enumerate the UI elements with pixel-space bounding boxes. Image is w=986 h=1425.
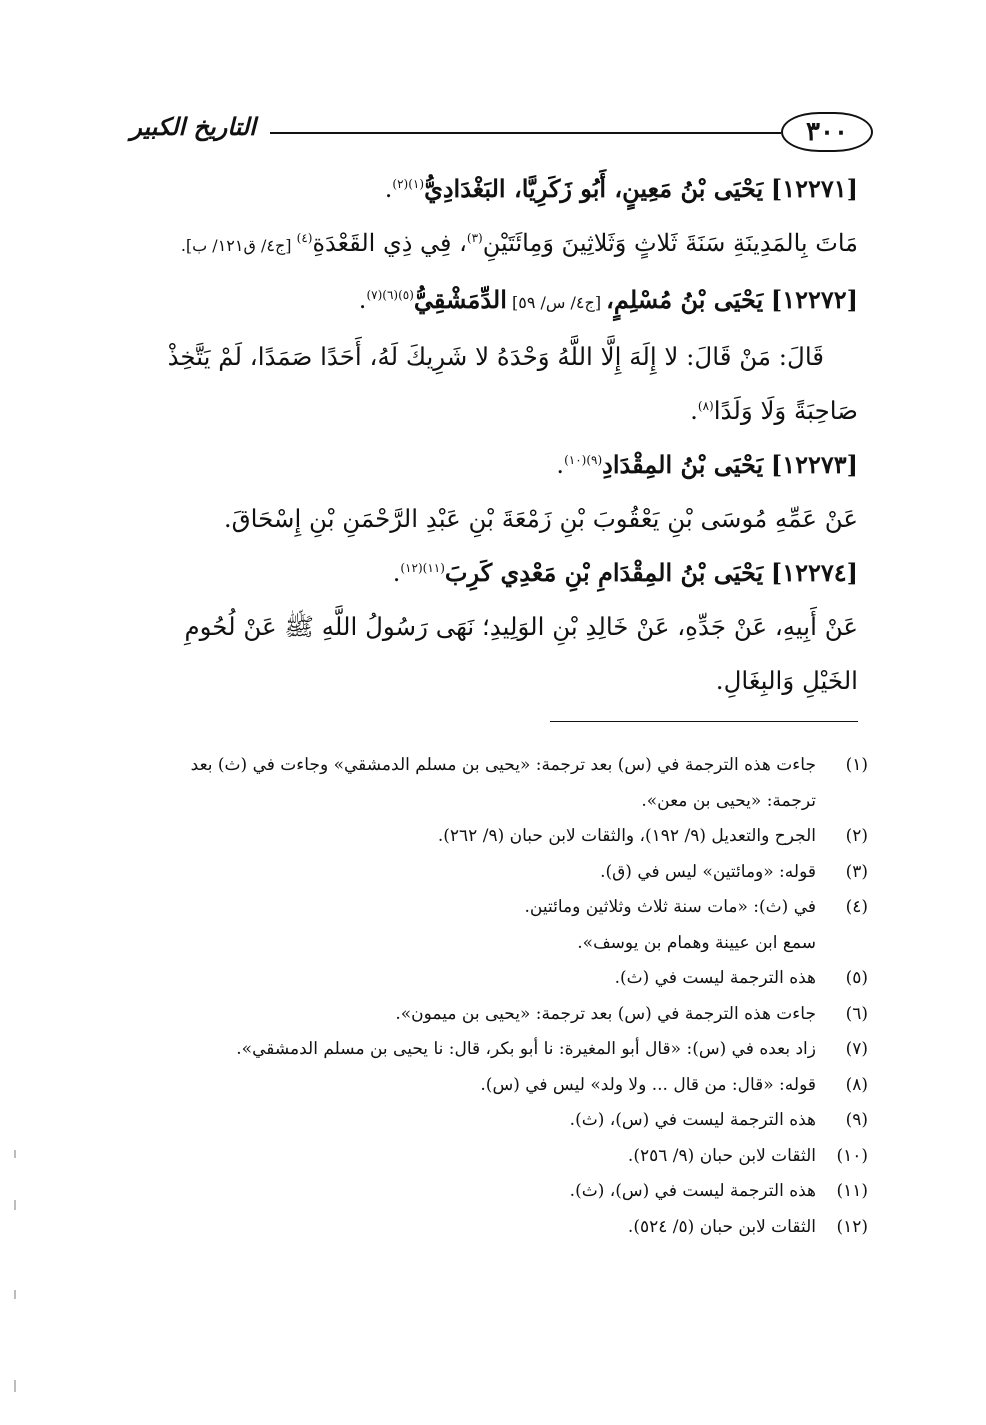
footnote bbox=[120, 961, 868, 997]
page-number: ٣٠٠ bbox=[781, 112, 873, 152]
paragraph-end: . bbox=[690, 396, 698, 425]
footnote bbox=[120, 1210, 868, 1246]
footnote-number: (٥) bbox=[845, 968, 868, 988]
scan-artifact bbox=[14, 1150, 16, 1158]
running-title: التاريخ الكبير bbox=[130, 112, 256, 141]
entry-end: . bbox=[392, 559, 401, 587]
entry-name: يَحْيَى بْنُ مُسْلِمٍ، bbox=[606, 285, 764, 314]
footnote-continuation: سمع ابن عيينة وهمام بن يوسف». bbox=[577, 932, 816, 953]
footnote-marker: (٩)(١٠) bbox=[564, 453, 603, 467]
footnote-number: (١) bbox=[845, 755, 868, 775]
scan-artifact bbox=[14, 1200, 16, 1210]
footnote bbox=[120, 748, 868, 784]
entry-end: . bbox=[358, 286, 367, 314]
footnote-text: هذه الترجمة ليست في (س)، (ث). bbox=[569, 1181, 816, 1201]
footnote-marker: (١١)(١٢) bbox=[400, 561, 445, 575]
footnote-number: (٤) bbox=[845, 897, 868, 917]
footnote-text: زاد بعده في (س): «قال أبو المغيرة: نا أبو بكر، قال: نا يحيى بن مسلم الدمشقي». bbox=[236, 1039, 816, 1059]
footnote bbox=[120, 855, 868, 891]
header-rule bbox=[270, 132, 781, 134]
paragraph-line bbox=[128, 216, 858, 273]
footnote-text: جاءت هذه الترجمة في (س) بعد ترجمة: «يحيى بن ميمون». bbox=[395, 1003, 816, 1024]
footnote-marker: (٤) bbox=[296, 231, 313, 245]
manuscript-ref: [ج٤/ ق١٢١/ ب]. bbox=[180, 236, 297, 255]
entry-12272 bbox=[128, 273, 858, 330]
footnote-continuation: ترجمة: «يحيى بن معن». bbox=[641, 790, 816, 811]
footnote bbox=[120, 1139, 868, 1175]
footnote-separator bbox=[550, 721, 858, 722]
entry-end: . bbox=[556, 451, 565, 479]
paragraph-text: مَاتَ بِالمَدِينَةِ سَنَةَ ثَلاثٍ وَثَلاثِينَ وَمِائَتَيْنِ bbox=[482, 229, 858, 257]
paragraph-line: قَالَ: مَنْ قَالَ: لا إِلَهَ إِلَّا اللَّهُ وَحْدَهُ لا شَرِيكَ لَهُ، أَحَدًا صَمَدًا، لَمْ يَتَّخِذْ bbox=[167, 342, 824, 371]
footnote bbox=[120, 1174, 868, 1210]
footnote-marker: (٨) bbox=[697, 398, 714, 413]
footnote-marker: (٣) bbox=[466, 231, 483, 245]
paragraph-line bbox=[128, 384, 858, 438]
entry-number: [١٢٢٧٤] bbox=[770, 558, 858, 587]
entry-12274 bbox=[128, 546, 858, 600]
footnote bbox=[120, 890, 868, 926]
footnote-marker: (٥)(٦)(٧) bbox=[366, 288, 414, 302]
footnote-text: هذه الترجمة ليست في (ث). bbox=[614, 968, 816, 988]
entry-name: يَحْيَى بْنُ المِقْدَادِ bbox=[602, 450, 764, 479]
footnote bbox=[120, 1068, 868, 1104]
scan-artifact bbox=[14, 1290, 16, 1299]
paragraph-text: ، فِي ذِي القَعْدَةِ bbox=[312, 229, 467, 257]
paragraph-line: عَنْ عَمِّهِ مُوسَى بْنِ يَعْقُوبَ بْنِ زَمْعَةَ بْنِ عَبْدِ الرَّحْمَنِ بْنِ إِسْحَاقَ. bbox=[223, 504, 858, 533]
footnotes bbox=[120, 748, 868, 1245]
entry-12271 bbox=[128, 162, 858, 216]
footnote-text: هذه الترجمة ليست في (س)، (ث). bbox=[569, 1110, 816, 1130]
footnote-number: (١٢) bbox=[836, 1216, 868, 1237]
footnote-number: (٣) bbox=[845, 861, 868, 882]
paragraph-line: عَنْ أَبِيهِ، عَنْ جَدِّهِ، عَنْ خَالِدِ بْنِ الوَلِيدِ؛ نَهَى رَسُولُ اللَّهِ ﷺ عَنْ لُحُومِ bbox=[184, 612, 858, 641]
footnote bbox=[120, 819, 868, 855]
manuscript-ref: [ج٤/ س/ ٥٩] bbox=[506, 293, 607, 312]
main-text bbox=[128, 162, 858, 708]
footnote-number: (١٠) bbox=[836, 1145, 868, 1166]
entry-name: يَحْيَى بْنُ المِقْدَامِ بْنِ مَعْدِي كَرِبَ bbox=[444, 558, 764, 587]
entry-number: [١٢٢٧٣] bbox=[770, 450, 858, 479]
footnote-text: الجرح والتعديل (٩/ ١٩٢)، والثقات لابن حبان (٩/ ٢٦٢). bbox=[437, 826, 816, 846]
footnote-number: (٢) bbox=[845, 826, 868, 846]
entry-12273 bbox=[128, 438, 858, 492]
entry-number: [١٢٢٧٢] bbox=[770, 285, 858, 314]
footnote-text: في (ث): «مات سنة ثلاث وثلاثين ومائتين. bbox=[524, 897, 816, 917]
footnote-text: جاءت هذه الترجمة في (س) بعد ترجمة: «يحيى بن مسلم الدمشقي» وجاءت في (ث) بعد bbox=[190, 755, 816, 775]
footnote-number: (٧) bbox=[845, 1039, 868, 1059]
paragraph-text: صَاحِبَةً وَلَا وَلَدًا bbox=[713, 396, 858, 425]
entry-name-nisba: الدِّمَشْقِيُّ bbox=[413, 285, 507, 314]
page-header bbox=[118, 108, 873, 160]
footnote-number: (٩) bbox=[845, 1110, 868, 1130]
footnote-text: قوله: «قال: من قال ... ولا ولد» ليس في (س). bbox=[480, 1074, 816, 1095]
footnote-text: قوله: «ومائتين» ليس في (ق). bbox=[600, 861, 816, 882]
footnote bbox=[120, 1032, 868, 1068]
entry-name: يَحْيَى بْنُ مَعِينٍ، أَبُو زَكَرِيَّا، البَغْدَادِيُّ bbox=[424, 174, 764, 203]
footnote bbox=[120, 1103, 868, 1139]
footnote-text: الثقات لابن حبان (٥/ ٥٢٤). bbox=[627, 1216, 816, 1237]
footnote-marker: (١)(٢) bbox=[392, 177, 425, 191]
footnote-number: (١١) bbox=[836, 1181, 868, 1201]
footnote-number: (٦) bbox=[845, 1003, 868, 1024]
footnote bbox=[120, 997, 868, 1033]
footnote-text: الثقات لابن حبان (٩/ ٢٥٦). bbox=[627, 1145, 816, 1166]
entry-number: [١٢٢٧١] bbox=[770, 174, 858, 203]
scan-artifact bbox=[14, 1380, 16, 1392]
footnote-number: (٨) bbox=[845, 1074, 868, 1095]
entry-end: . bbox=[384, 175, 393, 203]
paragraph-line: الخَيْلِ وَالبِغَالِ. bbox=[715, 666, 858, 695]
